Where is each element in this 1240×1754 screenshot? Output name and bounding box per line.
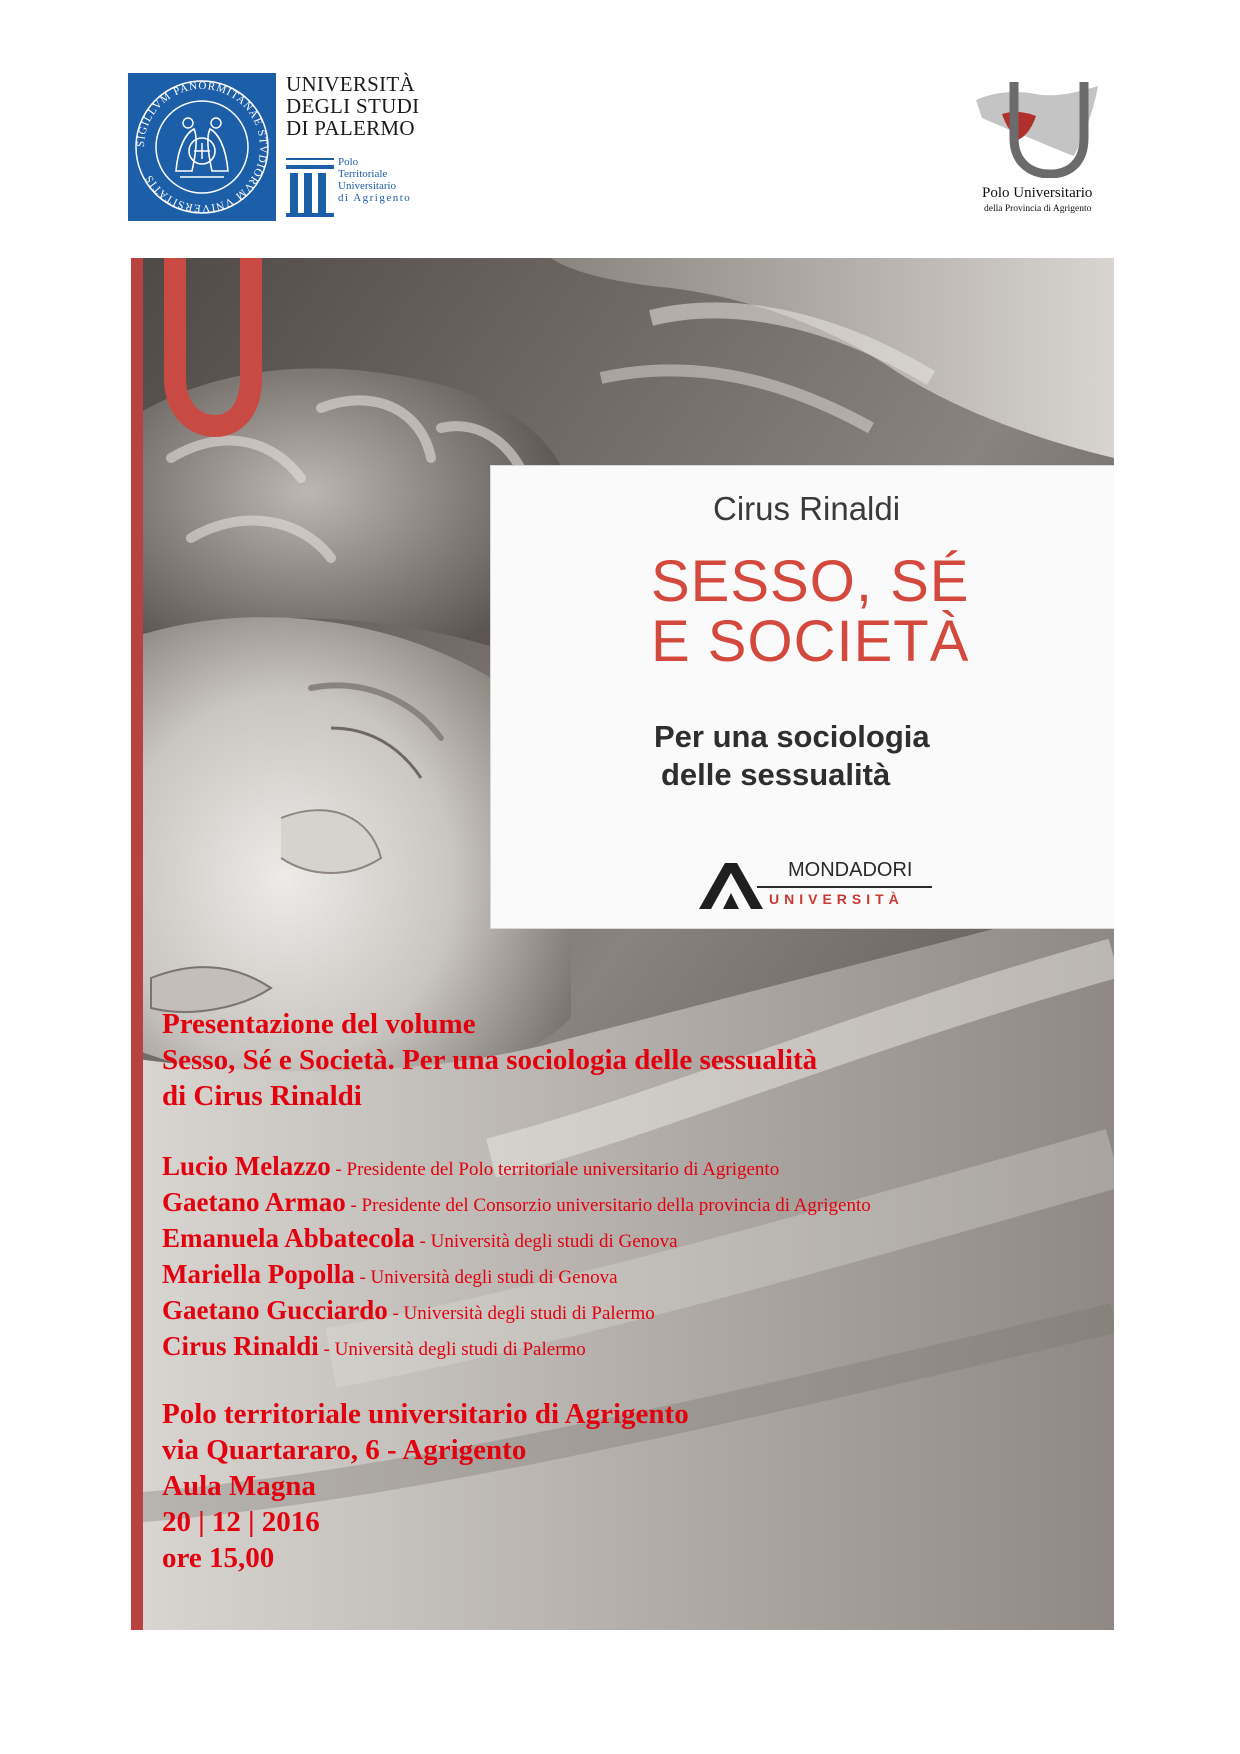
- polo-logo-title: Polo Universitario: [982, 185, 1093, 201]
- polo-line-3: Universitario: [338, 180, 397, 192]
- speaker-name: Mariella Popolla: [162, 1259, 355, 1289]
- book-cover-panel: [491, 466, 1114, 928]
- speaker-row: [162, 1292, 655, 1333]
- speaker-row: [162, 1220, 678, 1261]
- unipa-name-line-3: DI PALERMO: [286, 116, 415, 140]
- venue-line-2: via Quartararo, 6 - Agrigento: [162, 1434, 527, 1466]
- publisher-name: MONDADORI: [788, 859, 913, 881]
- speaker-name: Emanuela Abbatecola: [162, 1223, 415, 1253]
- polo-temple-icon: [284, 155, 338, 219]
- cover-left-strip: [131, 258, 143, 1630]
- speaker-row: [162, 1256, 618, 1297]
- venue-line-1: Polo territoriale universitario di Agrigento: [162, 1398, 689, 1430]
- speaker-name: Gaetano Armao: [162, 1187, 346, 1217]
- speaker-role: - Università degli studi di Genova: [354, 1267, 618, 1288]
- speaker-role: - Università degli studi di Palermo: [318, 1339, 586, 1360]
- event-date: 20 | 12 | 2016: [162, 1506, 320, 1538]
- speaker-row: [162, 1328, 586, 1369]
- speaker-name: Gaetano Gucciardo: [162, 1295, 388, 1325]
- speaker-role: - Università degli studi di Palermo: [387, 1303, 655, 1324]
- polo-universitario-logo: [970, 78, 1115, 218]
- headline-line-1: Presentazione del volume: [162, 1008, 476, 1040]
- polo-line-1: Polo: [338, 156, 359, 168]
- publisher-rule: [757, 886, 932, 888]
- book-title-line-2: E SOCIETÀ: [651, 609, 970, 674]
- speaker-role: - Presidente del Consorzio universitario della provincia di Agrigento: [345, 1195, 871, 1216]
- polo-line-4: di Agrigento: [338, 192, 412, 204]
- university-seal-icon: [128, 73, 276, 221]
- publisher-subname: UNIVERSITÀ: [769, 891, 904, 907]
- headline-line-3: di Cirus Rinaldi: [162, 1080, 362, 1112]
- speaker-role: - Presidente del Polo territoriale universitario di Agrigento: [330, 1159, 780, 1180]
- polo-logo-subtitle: della Provincia di Agrigento: [984, 204, 1092, 214]
- polo-line-2: Territoriale: [338, 168, 388, 180]
- book-subtitle-line-2: delle sessualità: [661, 757, 891, 792]
- sicily-u-icon: [974, 78, 1104, 178]
- unipa-name-line-1: UNIVERSITÀ: [286, 72, 415, 96]
- book-author: Cirus Rinaldi: [713, 490, 901, 527]
- speaker-name: Cirus Rinaldi: [162, 1331, 319, 1361]
- event-time: ore 15,00: [162, 1542, 275, 1574]
- venue-line-3: Aula Magna: [162, 1470, 316, 1502]
- seal-ring-text: SIGILLVM PANORMITANAE STVDIORVM VNIVERSITATIS: [134, 79, 270, 215]
- unipa-name-line-2: DEGLI STUDI: [286, 94, 420, 118]
- poster-cover: [131, 258, 1114, 1630]
- book-title-line-1: SESSO, SÉ: [651, 549, 970, 614]
- speaker-name: Lucio Melazzo: [162, 1151, 331, 1181]
- headline-line-2: Sesso, Sé e Società. Per una sociologia delle sessualità: [162, 1044, 818, 1076]
- book-subtitle-line-1: Per una sociologia: [654, 719, 930, 754]
- speaker-row: [162, 1184, 871, 1225]
- speaker-role: - Università degli studi di Genova: [414, 1231, 678, 1252]
- university-of-palermo-logo: [128, 73, 428, 223]
- speaker-row: [162, 1148, 779, 1189]
